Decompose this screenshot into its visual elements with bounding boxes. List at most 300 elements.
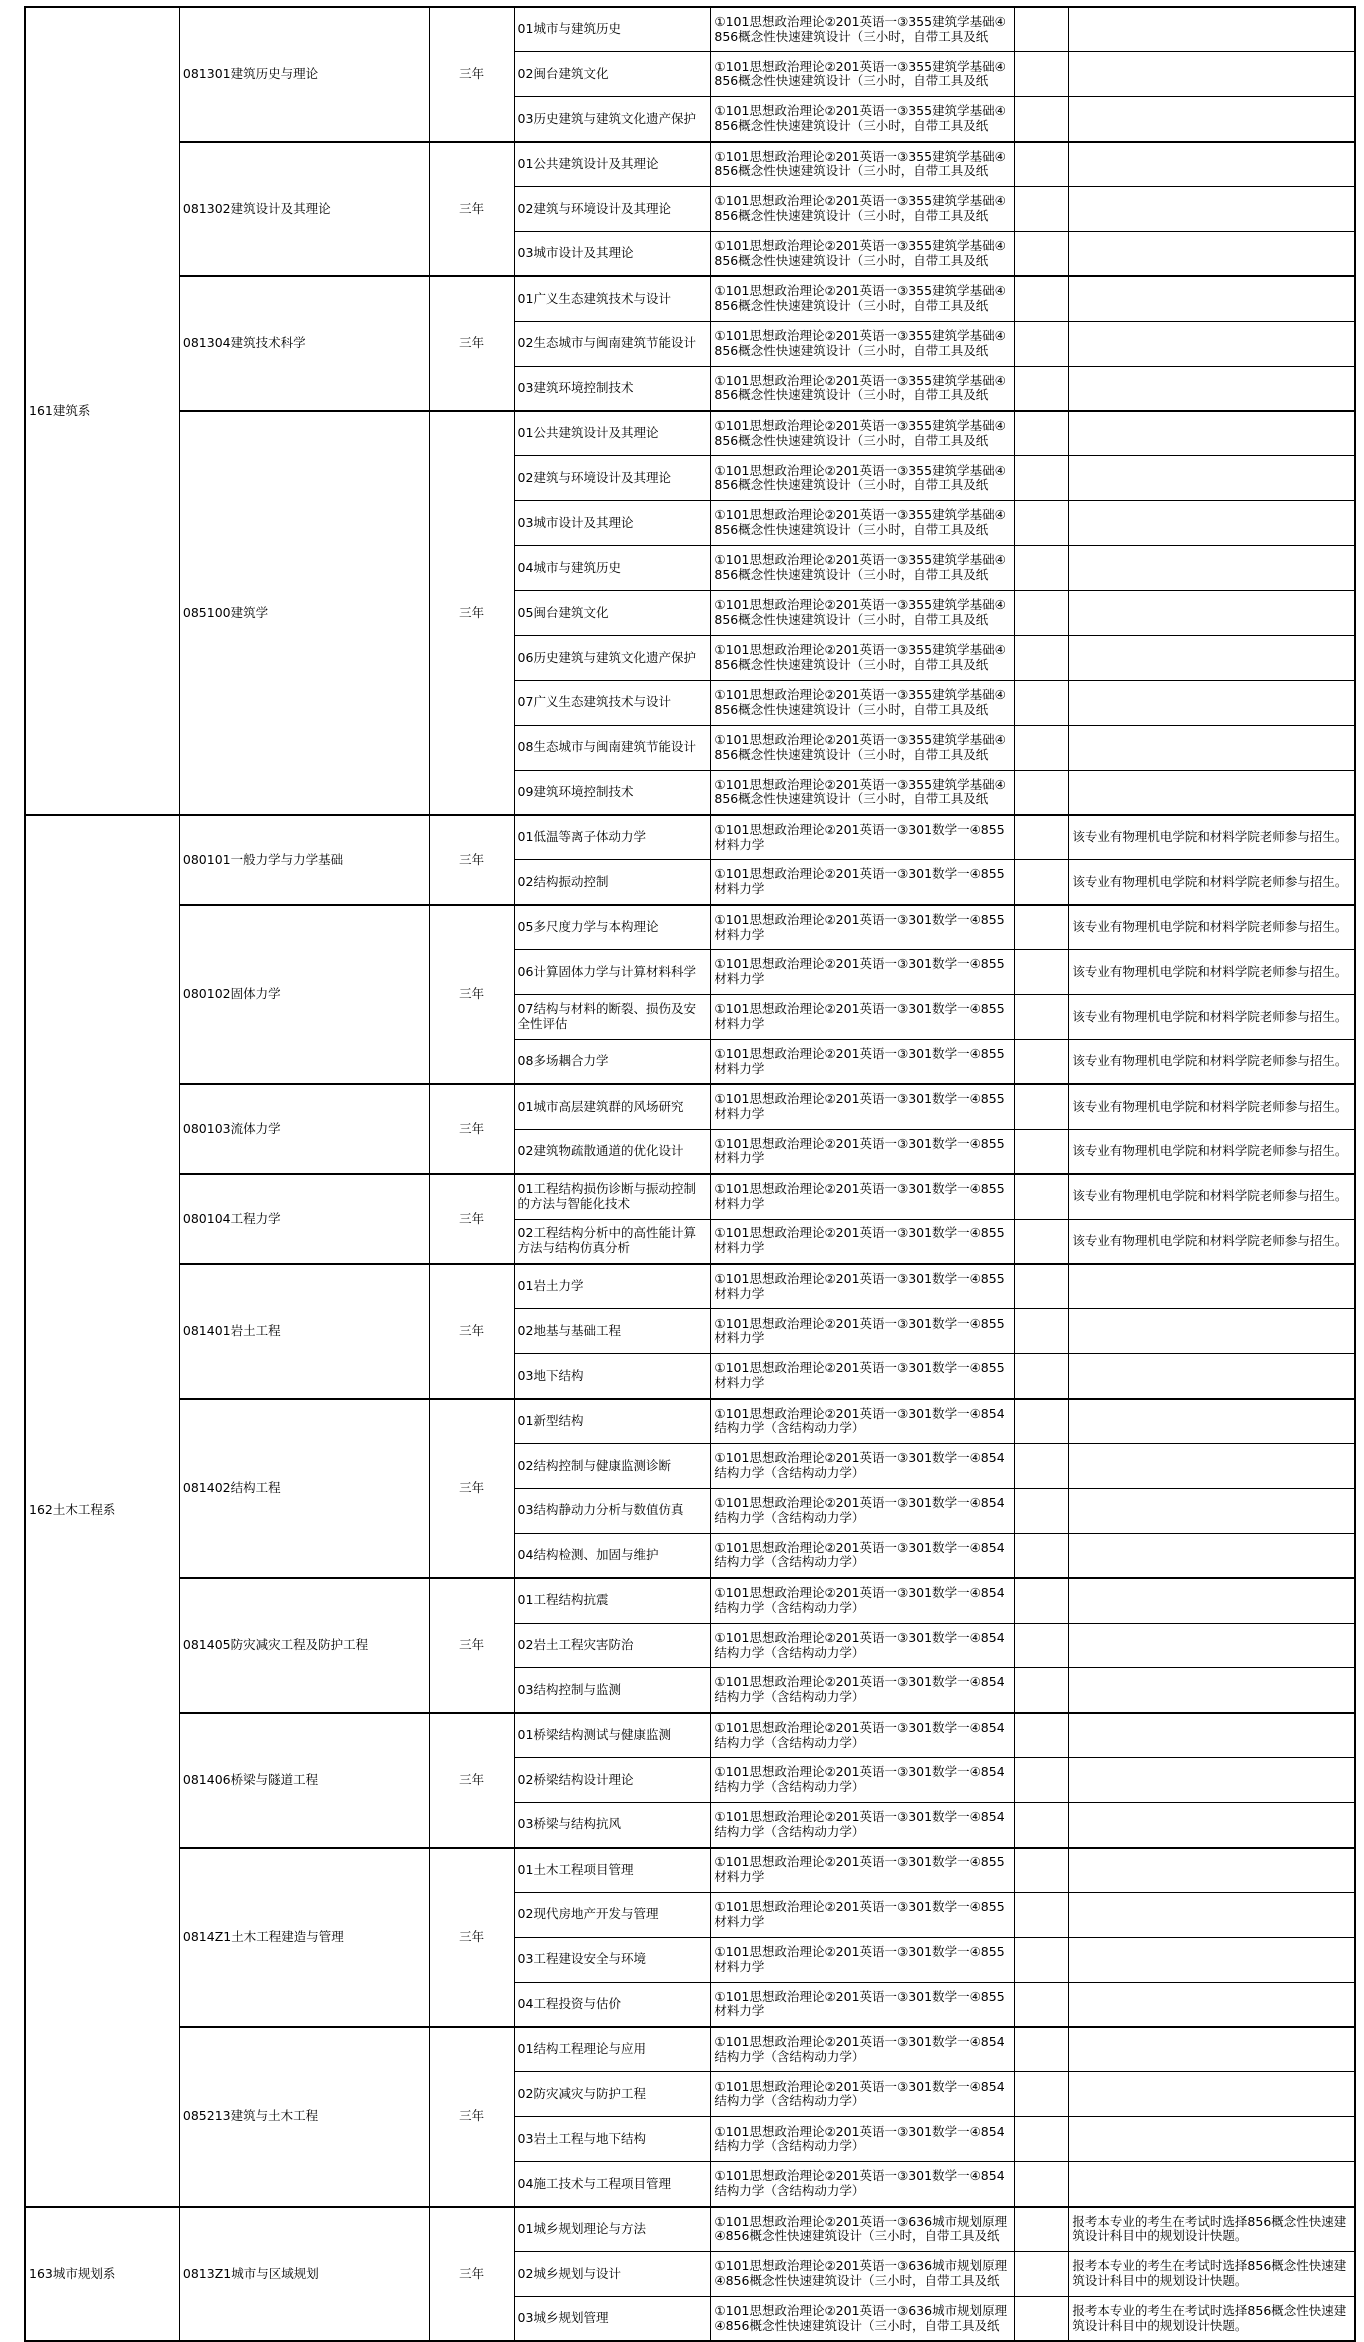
research-direction-text: 01城市高层建筑群的风场研究 — [517, 1098, 684, 1114]
spacer-cell — [1015, 905, 1069, 950]
research-direction-cell — [514, 860, 711, 905]
spacer-cell — [1015, 1803, 1069, 1848]
exam-subjects-cell: ①101思想政治理论②201英语一③355建筑学基础④856概念性快速建筑设计（三小时，自带工具及纸 — [711, 456, 1015, 501]
remark-cell: 该专业有物理机电学院和材料学院老师参与招生。 — [1069, 860, 1355, 905]
research-direction-cell — [514, 1399, 711, 1444]
remark-cell: 报考本专业的考生在考试时选择856概念性快速建筑设计科目中的规划设计快题。 — [1069, 2207, 1355, 2252]
spacer-cell — [1015, 2207, 1069, 2252]
exam-subjects-cell: ①101思想政治理论②201英语一③636城市规划原理④856概念性快速建筑设计（三小时，自带工具及纸 — [711, 2296, 1015, 2341]
exam-subjects-cell: ①101思想政治理论②201英语一③301数学一④854结构力学（含结构动力学） — [711, 1668, 1015, 1713]
remark-cell — [1069, 1533, 1355, 1578]
exam-subjects-cell: ①101思想政治理论②201英语一③355建筑学基础④856概念性快速建筑设计（三小时，自带工具及纸 — [711, 321, 1015, 366]
spacer-cell — [1015, 97, 1069, 142]
research-direction-cell — [514, 1803, 711, 1848]
research-direction-cell — [514, 1578, 711, 1623]
exam-subjects-cell: ①101思想政治理论②201英语一③636城市规划原理④856概念性快速建筑设计（三小时，自带工具及纸 — [711, 2252, 1015, 2297]
exam-subjects-cell: ①101思想政治理论②201英语一③301数学一④855材料力学 — [711, 905, 1015, 950]
research-direction-text: 01广义生态建筑技术与设计 — [517, 290, 671, 306]
spacer-cell — [1015, 995, 1069, 1040]
research-direction-cell — [514, 2027, 711, 2072]
research-direction-cell — [514, 1668, 711, 1713]
remark-cell — [1069, 7, 1355, 52]
research-direction-cell — [514, 276, 711, 321]
research-direction-text: 03工程建设安全与环境 — [517, 1951, 646, 1967]
research-direction-text: 02桥梁结构设计理论 — [517, 1771, 634, 1787]
research-direction-text: 01公共建筑设计及其理论 — [517, 155, 659, 171]
research-direction-cell — [514, 1264, 711, 1309]
spacer-cell — [1015, 1354, 1069, 1399]
research-direction-cell — [514, 7, 711, 52]
research-direction-cell — [514, 456, 711, 501]
research-direction-text: 01工程结构损伤诊断与振动控制的方法与智能化技术 — [517, 1181, 696, 1211]
exam-subjects-cell: ①101思想政治理论②201英语一③301数学一④855材料力学 — [711, 1892, 1015, 1937]
remark-cell — [1069, 1354, 1355, 1399]
remark-cell: 该专业有物理机电学院和材料学院老师参与招生。 — [1069, 1129, 1355, 1174]
table-row — [25, 2027, 1355, 2072]
research-direction-text: 02建筑与环境设计及其理论 — [517, 200, 671, 216]
spacer-cell — [1015, 1399, 1069, 1444]
research-direction-text: 02生态城市与闽南建筑节能设计 — [517, 335, 696, 351]
research-direction-cell — [514, 2072, 711, 2117]
exam-subjects-cell: ①101思想政治理论②201英语一③301数学一④855材料力学 — [711, 815, 1015, 860]
research-direction-text: 03桥梁与结构抗风 — [517, 1816, 621, 1832]
research-direction-cell — [514, 366, 711, 411]
major-cell: 081402结构工程 — [179, 1399, 429, 1579]
research-direction-cell — [514, 1309, 711, 1354]
research-direction-cell — [514, 1084, 711, 1129]
major-cell: 080101一般力学与力学基础 — [179, 815, 429, 905]
table-row — [25, 2207, 1355, 2252]
research-direction-text: 03建筑环境控制技术 — [517, 379, 634, 395]
table-row — [25, 815, 1355, 860]
remark-cell — [1069, 187, 1355, 232]
research-direction-text: 02岩土工程灾害防治 — [517, 1637, 634, 1653]
research-direction-text: 01城乡规划理论与方法 — [517, 2220, 646, 2236]
table-body — [25, 7, 1355, 2341]
study-years-cell: 三年 — [429, 815, 514, 905]
table-row — [25, 7, 1355, 52]
exam-subjects-cell: ①101思想政治理论②201英语一③301数学一④855材料力学 — [711, 1219, 1015, 1264]
remark-cell — [1069, 276, 1355, 321]
remark-cell — [1069, 52, 1355, 97]
research-direction-text: 01工程结构抗震 — [517, 1592, 609, 1608]
exam-subjects-cell: ①101思想政治理论②201英语一③301数学一④854结构力学（含结构动力学） — [711, 1399, 1015, 1444]
spacer-cell — [1015, 1444, 1069, 1489]
research-direction-cell — [514, 770, 711, 815]
spacer-cell — [1015, 52, 1069, 97]
study-years-cell: 三年 — [429, 276, 514, 411]
department-cell: 163城市规划系 — [25, 2207, 179, 2342]
spacer-cell — [1015, 546, 1069, 591]
spacer-cell — [1015, 1129, 1069, 1174]
spacer-cell — [1015, 1623, 1069, 1668]
major-cell: 081301建筑历史与理论 — [179, 7, 429, 142]
remark-cell — [1069, 1803, 1355, 1848]
research-direction-text: 01公共建筑设计及其理论 — [517, 425, 659, 441]
research-direction-cell — [514, 2296, 711, 2341]
department-cell: 161建筑系 — [25, 7, 179, 815]
program-catalog-table — [24, 6, 1356, 2342]
study-years-cell: 三年 — [429, 1713, 514, 1848]
remark-cell — [1069, 1488, 1355, 1533]
spacer-cell — [1015, 815, 1069, 860]
research-direction-text: 05多尺度力学与本构理论 — [517, 919, 659, 935]
exam-subjects-cell: ①101思想政治理论②201英语一③301数学一④854结构力学（含结构动力学） — [711, 1488, 1015, 1533]
research-direction-text: 01新型结构 — [517, 1412, 584, 1428]
remark-cell — [1069, 2117, 1355, 2162]
remark-cell — [1069, 97, 1355, 142]
research-direction-cell — [514, 501, 711, 546]
spacer-cell — [1015, 2296, 1069, 2341]
spacer-cell — [1015, 635, 1069, 680]
study-years-cell: 三年 — [429, 142, 514, 277]
research-direction-cell — [514, 1713, 711, 1758]
remark-cell — [1069, 546, 1355, 591]
table-row — [25, 1399, 1355, 1444]
table-row — [25, 1848, 1355, 1893]
exam-subjects-cell: ①101思想政治理论②201英语一③355建筑学基础④856概念性快速建筑设计（三小时，自带工具及纸 — [711, 725, 1015, 770]
remark-cell: 报考本专业的考生在考试时选择856概念性快速建筑设计科目中的规划设计快题。 — [1069, 2296, 1355, 2341]
remark-cell — [1069, 366, 1355, 411]
spacer-cell — [1015, 2117, 1069, 2162]
research-direction-cell — [514, 1354, 711, 1399]
research-direction-text: 01岩土力学 — [517, 1278, 584, 1294]
exam-subjects-cell: ①101思想政治理论②201英语一③355建筑学基础④856概念性快速建筑设计（三小时，自带工具及纸 — [711, 7, 1015, 52]
major-cell: 0814Z1土木工程建造与管理 — [179, 1848, 429, 2028]
research-direction-cell — [514, 1892, 711, 1937]
exam-subjects-cell: ①101思想政治理论②201英语一③301数学一④855材料力学 — [711, 1039, 1015, 1084]
table-row — [25, 1084, 1355, 1129]
research-direction-text: 02结构控制与健康监测诊断 — [517, 1457, 671, 1473]
spacer-cell — [1015, 680, 1069, 725]
exam-subjects-cell: ①101思想政治理论②201英语一③355建筑学基础④856概念性快速建筑设计（三小时，自带工具及纸 — [711, 97, 1015, 142]
research-direction-cell — [514, 995, 711, 1040]
remark-cell — [1069, 456, 1355, 501]
research-direction-text: 03结构静动力分析与数值仿真 — [517, 1502, 684, 1518]
research-direction-text: 02建筑与环境设计及其理论 — [517, 469, 671, 485]
research-direction-text: 08生态城市与闽南建筑节能设计 — [517, 739, 696, 755]
exam-subjects-cell: ①101思想政治理论②201英语一③355建筑学基础④856概念性快速建筑设计（三小时，自带工具及纸 — [711, 231, 1015, 276]
study-years-cell: 三年 — [429, 1264, 514, 1399]
department-cell: 162土木工程系 — [25, 815, 179, 2207]
study-years-cell: 三年 — [429, 1174, 514, 1264]
spacer-cell — [1015, 1533, 1069, 1578]
research-direction-cell — [514, 1982, 711, 2027]
research-direction-cell — [514, 546, 711, 591]
spacer-cell — [1015, 321, 1069, 366]
research-direction-text: 02结构振动控制 — [517, 873, 609, 889]
research-direction-text: 04施工技术与工程项目管理 — [517, 2175, 671, 2191]
spacer-cell — [1015, 142, 1069, 187]
exam-subjects-cell: ①101思想政治理论②201英语一③301数学一④854结构力学（含结构动力学） — [711, 2072, 1015, 2117]
research-direction-cell — [514, 97, 711, 142]
spacer-cell — [1015, 1039, 1069, 1084]
remark-cell — [1069, 411, 1355, 456]
study-years-cell: 三年 — [429, 411, 514, 815]
research-direction-text: 02现代房地产开发与管理 — [517, 1906, 659, 1922]
exam-subjects-cell: ①101思想政治理论②201英语一③636城市规划原理④856概念性快速建筑设计（三小时，自带工具及纸 — [711, 2207, 1015, 2252]
research-direction-cell — [514, 2162, 711, 2207]
spacer-cell — [1015, 1848, 1069, 1893]
spacer-cell — [1015, 1174, 1069, 1219]
remark-cell — [1069, 680, 1355, 725]
table-row — [25, 1713, 1355, 1758]
remark-cell — [1069, 1892, 1355, 1937]
spacer-cell — [1015, 860, 1069, 905]
remark-cell — [1069, 635, 1355, 680]
research-direction-text: 07结构与材料的断裂、损伤及安全性评估 — [517, 1001, 696, 1032]
research-direction-text: 05闽台建筑文化 — [517, 604, 609, 620]
spacer-cell — [1015, 1892, 1069, 1937]
remark-cell: 该专业有物理机电学院和材料学院老师参与招生。 — [1069, 1219, 1355, 1264]
exam-subjects-cell: ①101思想政治理论②201英语一③301数学一④855材料力学 — [711, 995, 1015, 1040]
research-direction-cell — [514, 1623, 711, 1668]
exam-subjects-cell: ①101思想政治理论②201英语一③301数学一④854结构力学（含结构动力学） — [711, 1623, 1015, 1668]
spacer-cell — [1015, 1309, 1069, 1354]
research-direction-text: 02工程结构分析中的高性能计算方法与结构仿真分析 — [517, 1225, 696, 1256]
spacer-cell — [1015, 2162, 1069, 2207]
study-years-cell: 三年 — [429, 7, 514, 142]
major-cell: 081406桥梁与隧道工程 — [179, 1713, 429, 1848]
remark-cell — [1069, 501, 1355, 546]
remark-cell — [1069, 142, 1355, 187]
spacer-cell — [1015, 1668, 1069, 1713]
major-cell: 081401岩土工程 — [179, 1264, 429, 1399]
exam-subjects-cell: ①101思想政治理论②201英语一③355建筑学基础④856概念性快速建筑设计（三小时，自带工具及纸 — [711, 142, 1015, 187]
research-direction-text: 08多场耦合力学 — [517, 1053, 609, 1069]
research-direction-cell — [514, 1533, 711, 1578]
spacer-cell — [1015, 456, 1069, 501]
spacer-cell — [1015, 1758, 1069, 1803]
major-cell: 080102固体力学 — [179, 905, 429, 1085]
study-years-cell: 三年 — [429, 2207, 514, 2342]
remark-cell: 该专业有物理机电学院和材料学院老师参与招生。 — [1069, 950, 1355, 995]
research-direction-text: 06历史建筑与建筑文化遗产保护 — [517, 649, 696, 665]
research-direction-cell — [514, 1219, 711, 1264]
spacer-cell — [1015, 501, 1069, 546]
spacer-cell — [1015, 1713, 1069, 1758]
table-row — [25, 276, 1355, 321]
research-direction-cell — [514, 635, 711, 680]
remark-cell — [1069, 1578, 1355, 1623]
research-direction-text: 07广义生态建筑技术与设计 — [517, 694, 671, 710]
remark-cell: 该专业有物理机电学院和材料学院老师参与招生。 — [1069, 995, 1355, 1040]
study-years-cell: 三年 — [429, 1399, 514, 1579]
remark-cell — [1069, 1982, 1355, 2027]
exam-subjects-cell: ①101思想政治理论②201英语一③301数学一④855材料力学 — [711, 1937, 1015, 1982]
spacer-cell — [1015, 276, 1069, 321]
research-direction-cell — [514, 142, 711, 187]
remark-cell — [1069, 1309, 1355, 1354]
spacer-cell — [1015, 411, 1069, 456]
research-direction-cell — [514, 1129, 711, 1174]
research-direction-text: 03城市设计及其理论 — [517, 514, 634, 530]
spacer-cell — [1015, 950, 1069, 995]
research-direction-text: 02地基与基础工程 — [517, 1322, 621, 1338]
exam-subjects-cell: ①101思想政治理论②201英语一③301数学一④854结构力学（含结构动力学） — [711, 2117, 1015, 2162]
research-direction-text: 04城市与建筑历史 — [517, 559, 621, 575]
research-direction-text: 01桥梁结构测试与健康监测 — [517, 1727, 671, 1743]
remark-cell: 该专业有物理机电学院和材料学院老师参与招生。 — [1069, 905, 1355, 950]
research-direction-cell — [514, 52, 711, 97]
table-row — [25, 1264, 1355, 1309]
remark-cell — [1069, 1668, 1355, 1713]
exam-subjects-cell: ①101思想政治理论②201英语一③301数学一④855材料力学 — [711, 1174, 1015, 1219]
remark-cell — [1069, 591, 1355, 636]
research-direction-text: 02城乡规划与设计 — [517, 2265, 621, 2281]
exam-subjects-cell: ①101思想政治理论②201英语一③301数学一④854结构力学（含结构动力学） — [711, 1803, 1015, 1848]
spacer-cell — [1015, 1937, 1069, 1982]
exam-subjects-cell: ①101思想政治理论②201英语一③301数学一④855材料力学 — [711, 950, 1015, 995]
research-direction-cell — [514, 1444, 711, 1489]
remark-cell — [1069, 1758, 1355, 1803]
research-direction-text: 01城市与建筑历史 — [517, 21, 621, 37]
exam-subjects-cell: ①101思想政治理论②201英语一③355建筑学基础④856概念性快速建筑设计（三小时，自带工具及纸 — [711, 411, 1015, 456]
exam-subjects-cell: ①101思想政治理论②201英语一③355建筑学基础④856概念性快速建筑设计（三小时，自带工具及纸 — [711, 501, 1015, 546]
research-direction-text: 03岩土工程与地下结构 — [517, 2130, 646, 2146]
table-row — [25, 1174, 1355, 1219]
exam-subjects-cell: ①101思想政治理论②201英语一③301数学一④855材料力学 — [711, 1129, 1015, 1174]
spacer-cell — [1015, 366, 1069, 411]
remark-cell — [1069, 2072, 1355, 2117]
remark-cell — [1069, 1713, 1355, 1758]
exam-subjects-cell: ①101思想政治理论②201英语一③355建筑学基础④856概念性快速建筑设计（三小时，自带工具及纸 — [711, 52, 1015, 97]
exam-subjects-cell: ①101思想政治理论②201英语一③355建筑学基础④856概念性快速建筑设计（三小时，自带工具及纸 — [711, 366, 1015, 411]
spacer-cell — [1015, 1982, 1069, 2027]
spacer-cell — [1015, 1578, 1069, 1623]
research-direction-cell — [514, 1848, 711, 1893]
exam-subjects-cell: ①101思想政治理论②201英语一③301数学一④854结构力学（含结构动力学） — [711, 1758, 1015, 1803]
remark-cell — [1069, 231, 1355, 276]
research-direction-cell — [514, 815, 711, 860]
research-direction-text: 04工程投资与估价 — [517, 1996, 621, 2011]
exam-subjects-cell: ①101思想政治理论②201英语一③301数学一④855材料力学 — [711, 1354, 1015, 1399]
research-direction-text: 02闽台建筑文化 — [517, 65, 609, 81]
remark-cell — [1069, 321, 1355, 366]
table-row — [25, 1578, 1355, 1623]
research-direction-cell — [514, 2117, 711, 2162]
spacer-cell — [1015, 1488, 1069, 1533]
research-direction-text: 04结构检测、加固与维护 — [517, 1547, 659, 1563]
spacer-cell — [1015, 7, 1069, 52]
research-direction-cell — [514, 411, 711, 456]
exam-subjects-cell: ①101思想政治理论②201英语一③301数学一④854结构力学（含结构动力学） — [711, 1578, 1015, 1623]
study-years-cell: 三年 — [429, 905, 514, 1085]
spacer-cell — [1015, 1219, 1069, 1264]
major-cell: 081405防灾减灾工程及防护工程 — [179, 1578, 429, 1713]
research-direction-text: 03结构控制与监测 — [517, 1681, 621, 1697]
exam-subjects-cell: ①101思想政治理论②201英语一③355建筑学基础④856概念性快速建筑设计（三小时，自带工具及纸 — [711, 635, 1015, 680]
remark-cell: 该专业有物理机电学院和材料学院老师参与招生。 — [1069, 815, 1355, 860]
exam-subjects-cell: ①101思想政治理论②201英语一③301数学一④854结构力学（含结构动力学） — [711, 2027, 1015, 2072]
spacer-cell — [1015, 2027, 1069, 2072]
table-row — [25, 905, 1355, 950]
remark-cell — [1069, 1623, 1355, 1668]
research-direction-cell — [514, 725, 711, 770]
major-cell: 080104工程力学 — [179, 1174, 429, 1264]
study-years-cell: 三年 — [429, 1084, 514, 1174]
exam-subjects-cell: ①101思想政治理论②201英语一③355建筑学基础④856概念性快速建筑设计（三小时，自带工具及纸 — [711, 546, 1015, 591]
exam-subjects-cell: ①101思想政治理论②201英语一③355建筑学基础④856概念性快速建筑设计（三小时，自带工具及纸 — [711, 187, 1015, 232]
research-direction-cell — [514, 1488, 711, 1533]
remark-cell — [1069, 725, 1355, 770]
research-direction-cell — [514, 2252, 711, 2297]
research-direction-cell — [514, 591, 711, 636]
study-years-cell: 三年 — [429, 2027, 514, 2207]
remark-cell: 该专业有物理机电学院和材料学院老师参与招生。 — [1069, 1174, 1355, 1219]
remark-cell — [1069, 1937, 1355, 1982]
research-direction-cell — [514, 231, 711, 276]
remark-cell: 该专业有物理机电学院和材料学院老师参与招生。 — [1069, 1084, 1355, 1129]
remark-cell — [1069, 2027, 1355, 2072]
spacer-cell — [1015, 1264, 1069, 1309]
spacer-cell — [1015, 2072, 1069, 2117]
research-direction-text: 02建筑物疏散通道的优化设计 — [517, 1143, 684, 1159]
research-direction-cell — [514, 1758, 711, 1803]
exam-subjects-cell: ①101思想政治理论②201英语一③301数学一④854结构力学（含结构动力学） — [711, 1713, 1015, 1758]
exam-subjects-cell: ①101思想政治理论②201英语一③301数学一④854结构力学（含结构动力学） — [711, 1533, 1015, 1578]
exam-subjects-cell: ①101思想政治理论②201英语一③355建筑学基础④856概念性快速建筑设计（三小时，自带工具及纸 — [711, 680, 1015, 725]
major-cell: 085100建筑学 — [179, 411, 429, 815]
research-direction-text: 01土木工程项目管理 — [517, 1861, 634, 1877]
research-direction-text: 06计算固体力学与计算材料科学 — [517, 963, 696, 979]
exam-subjects-cell: ①101思想政治理论②201英语一③301数学一④855材料力学 — [711, 1848, 1015, 1893]
research-direction-cell — [514, 680, 711, 725]
remark-cell — [1069, 2162, 1355, 2207]
major-cell: 081304建筑技术科学 — [179, 276, 429, 411]
exam-subjects-cell: ①101思想政治理论②201英语一③355建筑学基础④856概念性快速建筑设计（三小时，自带工具及纸 — [711, 770, 1015, 815]
study-years-cell: 三年 — [429, 1848, 514, 2028]
study-years-cell: 三年 — [429, 1578, 514, 1713]
research-direction-cell — [514, 187, 711, 232]
remark-cell — [1069, 1848, 1355, 1893]
exam-subjects-cell: ①101思想政治理论②201英语一③301数学一④855材料力学 — [711, 1264, 1015, 1309]
spacer-cell — [1015, 591, 1069, 636]
remark-cell: 该专业有物理机电学院和材料学院老师参与招生。 — [1069, 1039, 1355, 1084]
remark-cell: 报考本专业的考生在考试时选择856概念性快速建筑设计科目中的规划设计快题。 — [1069, 2252, 1355, 2297]
research-direction-text: 03城乡规划管理 — [517, 2310, 609, 2326]
research-direction-text: 02防灾减灾与防护工程 — [517, 2086, 646, 2102]
exam-subjects-cell: ①101思想政治理论②201英语一③301数学一④855材料力学 — [711, 1084, 1015, 1129]
research-direction-text: 01低温等离子体动力学 — [517, 829, 646, 845]
research-direction-text: 03城市设计及其理论 — [517, 245, 634, 261]
spacer-cell — [1015, 725, 1069, 770]
remark-cell — [1069, 1399, 1355, 1444]
spacer-cell — [1015, 231, 1069, 276]
major-cell: 085213建筑与土木工程 — [179, 2027, 429, 2207]
exam-subjects-cell: ①101思想政治理论②201英语一③301数学一④855材料力学 — [711, 860, 1015, 905]
research-direction-cell — [514, 905, 711, 950]
major-cell: 0813Z1城市与区域规划 — [179, 2207, 429, 2342]
exam-subjects-cell: ①101思想政治理论②201英语一③301数学一④855材料力学 — [711, 1309, 1015, 1354]
spacer-cell — [1015, 187, 1069, 232]
research-direction-text: 09建筑环境控制技术 — [517, 783, 634, 799]
remark-cell — [1069, 1264, 1355, 1309]
research-direction-text: 01结构工程理论与应用 — [517, 2041, 646, 2057]
research-direction-cell — [514, 1937, 711, 1982]
research-direction-cell — [514, 321, 711, 366]
remark-cell — [1069, 770, 1355, 815]
research-direction-text: 03历史建筑与建筑文化遗产保护 — [517, 110, 696, 126]
remark-cell — [1069, 1444, 1355, 1489]
research-direction-cell — [514, 1039, 711, 1084]
exam-subjects-cell: ①101思想政治理论②201英语一③301数学一④854结构力学（含结构动力学） — [711, 2162, 1015, 2207]
spacer-cell — [1015, 770, 1069, 815]
exam-subjects-cell: ①101思想政治理论②201英语一③355建筑学基础④856概念性快速建筑设计（三小时，自带工具及纸 — [711, 591, 1015, 636]
research-direction-cell — [514, 950, 711, 995]
major-cell: 081302建筑设计及其理论 — [179, 142, 429, 277]
table-row — [25, 142, 1355, 187]
